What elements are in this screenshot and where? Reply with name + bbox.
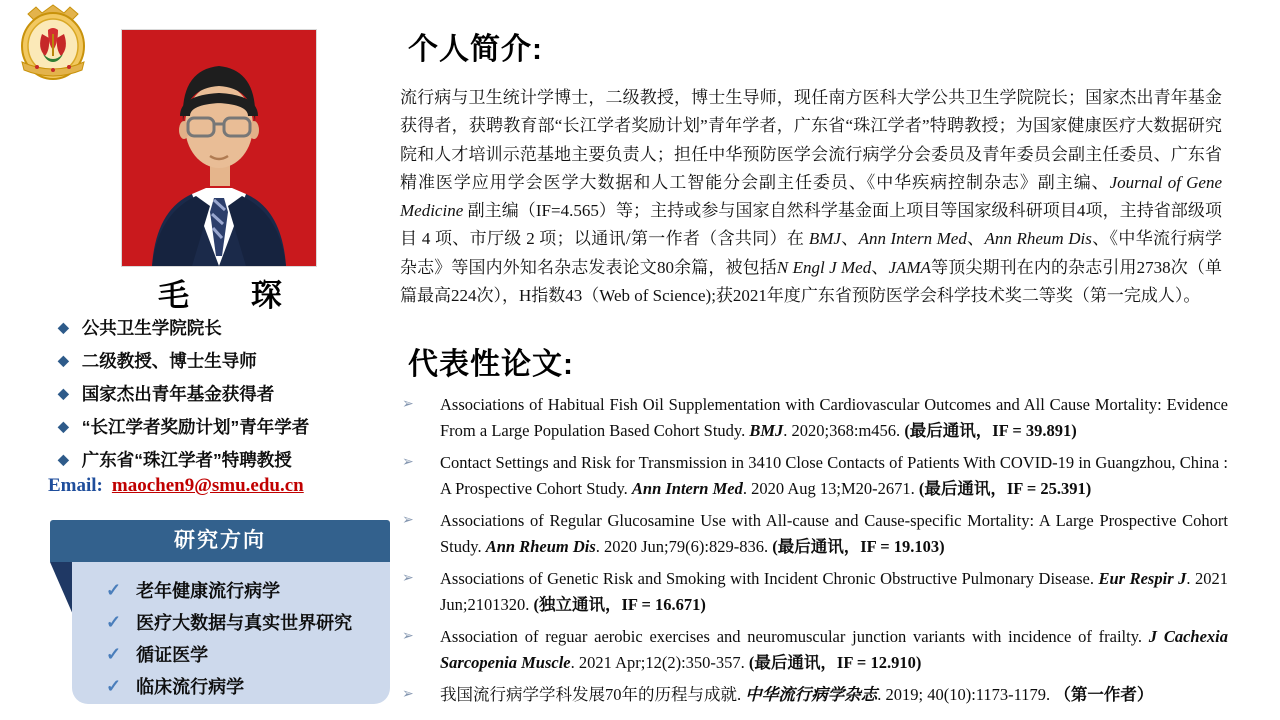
text-segment: Journal of Gene Medicine <box>400 172 1222 221</box>
paper-item <box>402 682 1228 708</box>
text-segment: Contact Settings and Risk for Transmission in 3410 Close Contacts of Patients With COVID-19 in Guangzhou, China : A Prospective Cohort Study. <box>440 453 1228 498</box>
research-directions-panel <box>50 520 390 706</box>
text-segment: BMJ <box>808 229 841 249</box>
text-segment: J Cachexia Sarcopenia Muscle <box>440 627 1228 672</box>
text-segment: Eur Respir J <box>1098 569 1187 588</box>
title-item <box>58 377 309 410</box>
check-icon: ✓ <box>106 611 122 632</box>
research-item <box>106 638 390 670</box>
text-segment: Associations of Habitual Fish Oil Supplementation with Cardiovascular Outcomes and All Cause Mortality: Evidence From a Large Population Based Cohort Study. <box>440 395 1228 440</box>
text-segment: Ann Intern Med <box>631 479 743 498</box>
person-name: 毛 琛 <box>158 278 282 313</box>
paper-citation <box>440 392 1228 444</box>
email-label: Email: <box>48 475 103 496</box>
research-item <box>106 670 390 702</box>
text-segment: 等顶尖期刊在内的杂志引用2738次（单篇最高224次），H指数43（Web of Science);获2021年度广东省预防医学会科学技术奖二等奖（第一完成人）。 <box>400 257 1223 306</box>
paper-item <box>402 566 1228 618</box>
text-segment: Associations of Genetic Risk and Smoking with Incident Chronic Obstructive Pulmonary Disease. <box>440 569 1099 588</box>
arrow-bullet-icon: ➢ <box>402 685 414 701</box>
email-link[interactable]: maochen9@smu.edu.cn <box>111 475 304 496</box>
research-item-text: 老年健康流行病学 <box>136 581 281 601</box>
title-text: 二级教授、博士生导师 <box>81 351 257 371</box>
bio-paragraph <box>400 84 1222 310</box>
paper-citation <box>440 566 1228 618</box>
text-segment: JAMA <box>888 257 931 277</box>
arrow-bullet-icon: ➢ <box>402 569 414 585</box>
title-item <box>58 311 309 344</box>
paper-item <box>402 508 1228 560</box>
text-segment: 中华流行病学杂志 <box>745 685 878 704</box>
research-item-text: 医疗大数据与真实世界研究 <box>136 613 353 633</box>
text-segment: Associations of Regular Glucosamine Use with All-cause and Cause-specific Mortality: A Large Prospective Cohort Study. <box>440 511 1228 556</box>
paper-citation <box>440 624 1228 676</box>
text-segment: (最后通讯，IF = 19.103) <box>772 537 945 556</box>
title-item <box>58 344 309 377</box>
text-segment: （第一作者） <box>1054 685 1154 704</box>
bio-section-title: 个人简介: <box>408 33 543 66</box>
research-item <box>106 574 390 606</box>
text-segment: . 2020;368:m456. <box>783 421 905 440</box>
diamond-icon: ◆ <box>58 352 69 368</box>
emblem-graphic <box>12 4 94 82</box>
text-segment: . 2019; 40(10):1173-1179. <box>877 685 1055 704</box>
text-segment: . 2021 Jun;2101320. <box>440 569 1229 614</box>
arrow-bullet-icon: ➢ <box>402 511 414 527</box>
arrow-bullet-icon: ➢ <box>402 395 414 411</box>
title-text: 公共卫生学院院长 <box>81 318 222 338</box>
text-segment: Ann Rheum Dis <box>984 229 1092 249</box>
papers-section-title: 代表性论文: <box>408 348 574 381</box>
arrow-bullet-icon: ➢ <box>402 453 414 469</box>
text-segment: 、 <box>840 229 859 249</box>
arrow-bullet-icon: ➢ <box>402 627 414 643</box>
papers-list <box>402 392 1228 714</box>
email-line <box>48 475 304 497</box>
text-segment: Ann Rheum Dis <box>485 537 596 556</box>
text-segment: . 2020 Jun;79(6):829-836. <box>595 537 773 556</box>
title-item <box>58 410 309 443</box>
text-segment: . 2021 Apr;12(2):350-357. <box>570 653 749 672</box>
research-list <box>72 562 390 702</box>
text-segment: Association of reguar aerobic exercises and neuromuscular junction variants with incidence of frailty. <box>440 627 1149 646</box>
text-segment: 我国流行病学学科发展70年的历程与成就. <box>440 685 746 704</box>
paper-citation <box>440 682 1228 708</box>
diamond-icon: ◆ <box>58 319 69 335</box>
diamond-icon: ◆ <box>58 451 69 467</box>
text-segment: (独立通讯，IF = 16.671) <box>533 595 706 614</box>
paper-citation <box>440 508 1228 560</box>
text-segment: N Engl J Med <box>776 257 872 277</box>
diamond-icon: ◆ <box>58 418 69 434</box>
paper-item <box>402 624 1228 676</box>
text-segment: (最后通讯，IF = 39.891) <box>904 421 1077 440</box>
text-segment: . 2020 Aug 13;M20-2671. <box>742 479 919 498</box>
title-text: 广东省“珠江学者”特聘教授 <box>81 450 292 470</box>
paper-citation <box>440 450 1228 502</box>
research-directions-header: 研究方向 <box>50 520 390 562</box>
research-item <box>106 606 390 638</box>
text-segment: 、 <box>966 229 985 249</box>
research-item-text: 循证医学 <box>136 645 209 665</box>
text-segment: 、《中华流行病学杂志》等国内外知名杂志发表论文80余篇，被包括 <box>400 229 1223 277</box>
text-segment: 流行病与卫生统计学博士，二级教授，博士生导师，现任南方医科大学公共卫生学院院长；国家杰出青年基金获得者，获聘教育部“长江学者奖励计划”青年学者，广东省“珠江学者”特聘教授；为国家健康医疗大数据研究院和人才培训示范基地主要负责人；担任中华预防医学会流行病学分会委员及青年委员会副主任委员、广东省精准医学应用学会医学大数据和人工智能分会副主任委员、《中华疾病控制杂志》副主编、 <box>400 88 1222 192</box>
check-icon: ✓ <box>106 643 122 664</box>
text-segment: (最后通讯，IF = 12.910) <box>748 653 922 672</box>
title-text: 国家杰出青年基金获得者 <box>81 384 275 404</box>
diamond-icon: ◆ <box>58 385 69 401</box>
research-directions-body <box>72 562 390 704</box>
paper-item <box>402 450 1228 502</box>
check-icon: ✓ <box>106 579 122 600</box>
university-emblem-logo <box>12 4 94 82</box>
portrait-graphic <box>122 30 316 266</box>
text-segment: 副主编（IF=4.565）等；主持或参与国家自然科学基金面上项目等国家级科研项目4项，主持省部级项目 4 项、市厅级 2 项；以通讯/第一作者（含共同）在 <box>400 201 1222 249</box>
title-text: “长江学者奖励计划”青年学者 <box>81 417 310 437</box>
title-item <box>58 443 309 476</box>
text-segment: Ann Intern Med <box>858 229 967 249</box>
paper-item <box>402 392 1228 444</box>
title-list <box>58 311 309 476</box>
check-icon: ✓ <box>106 675 122 696</box>
research-item-text: 临床流行病学 <box>136 677 245 697</box>
portrait-photo <box>122 30 316 266</box>
text-segment: (最后通讯，IF = 25.391) <box>918 479 1092 498</box>
text-segment: BMJ <box>749 421 784 440</box>
text-segment: 、 <box>871 257 889 277</box>
